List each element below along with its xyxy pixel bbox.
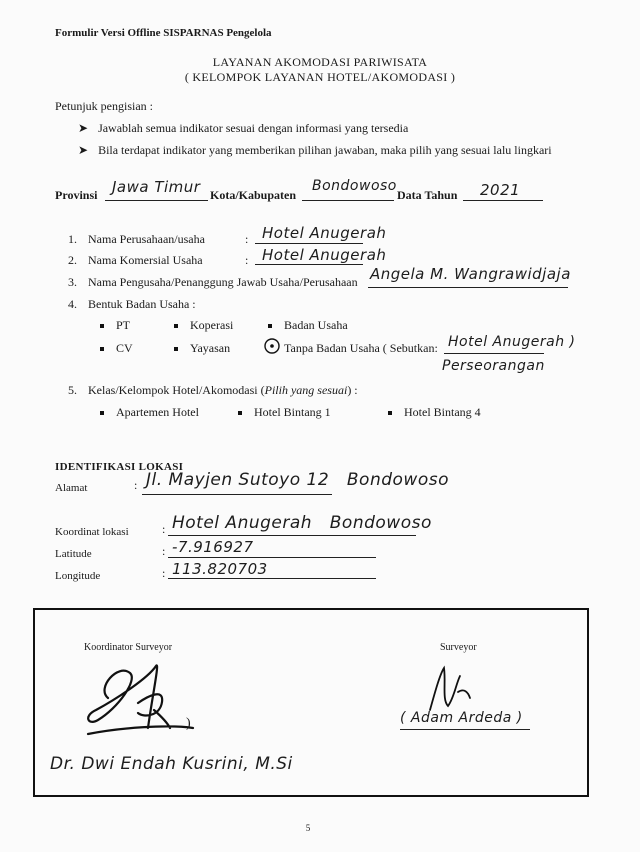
alamat-value[interactable]: Jl. Mayjen Sutoyo 12 Bondowoso <box>146 470 449 490</box>
q2-line <box>255 264 363 265</box>
option-tanpa-badan-usaha[interactable]: Tanpa Badan Usaha ( Sebutkan: <box>284 341 438 355</box>
q2-number: 2. <box>68 253 77 267</box>
koordinat-line <box>168 535 416 536</box>
alamat-colon: : <box>134 478 138 492</box>
koordinat-label: Koordinat lokasi <box>55 526 129 538</box>
kota-label: Kota/Kabupaten <box>210 188 297 202</box>
square-bullet-icon <box>268 324 272 328</box>
koordinat-value[interactable]: Hotel Anugerah Bondowoso <box>172 513 432 533</box>
koordinat-colon: : <box>162 522 166 536</box>
q3-value[interactable]: Angela M. Wangrawidjaja <box>370 265 571 283</box>
arrow-bullet-icon: ➤ <box>78 143 89 157</box>
selected-circle-icon <box>263 337 281 355</box>
option-koperasi[interactable]: Koperasi <box>174 318 233 333</box>
q4-label: Bentuk Badan Usaha : <box>88 297 196 311</box>
alamat-line <box>142 494 332 495</box>
instruction-item <box>78 121 408 136</box>
option-pt[interactable]: PT <box>100 318 130 333</box>
sebutkan-line <box>444 353 544 354</box>
surveyor-signature <box>420 662 500 717</box>
q2-colon: : <box>245 253 249 267</box>
surveyor-name: ( Adam Ardeda ) <box>400 710 523 726</box>
square-bullet-icon <box>100 347 104 351</box>
coordinator-sig-paren: ) <box>186 716 191 731</box>
square-bullet-icon <box>100 411 104 415</box>
q3-number: 3. <box>68 275 77 289</box>
provinsi-value[interactable]: Jawa Timur <box>112 178 201 196</box>
q1-label: Nama Perusahaan/usaha <box>88 232 205 246</box>
latitude-value[interactable]: -7.916927 <box>172 538 254 556</box>
main-title-line2: ( KELOMPOK LAYANAN HOTEL/AKOMODASI ) <box>184 70 456 84</box>
option-hotel-bintang-1[interactable]: Hotel Bintang 1 <box>238 405 331 420</box>
alamat-label: Alamat <box>55 482 88 494</box>
tahun-value[interactable]: 2021 <box>480 181 521 199</box>
square-bullet-icon <box>100 324 104 328</box>
latitude-line <box>168 557 376 558</box>
tahun-line <box>463 200 543 201</box>
q1-line <box>255 243 363 244</box>
option-hotel-bintang-4[interactable]: Hotel Bintang 4 <box>388 405 481 420</box>
square-bullet-icon <box>388 411 392 415</box>
q2-value[interactable]: Hotel Anugerah <box>262 246 387 264</box>
q2-label: Nama Komersial Usaha <box>88 253 203 267</box>
instruction-item <box>78 143 552 158</box>
q3-label: Nama Pengusaha/Penanggung Jawab Usaha/Perusahaan <box>88 275 358 289</box>
q1-number: 1. <box>68 232 77 246</box>
arrow-bullet-icon: ➤ <box>78 121 89 135</box>
main-title-line1: LAYANAN AKOMODASI PARIWISATA <box>212 55 428 69</box>
form-title: Formulir Versi Offline SISPARNAS Pengelola <box>55 27 272 39</box>
latitude-colon: : <box>162 544 166 558</box>
provinsi-label: Provinsi <box>55 188 98 202</box>
q1-colon: : <box>245 232 249 246</box>
option-apartemen-hotel[interactable]: Apartemen Hotel <box>100 405 199 420</box>
provinsi-line <box>105 200 208 201</box>
option-badan-usaha[interactable]: Badan Usaha <box>268 318 348 333</box>
option-yayasan[interactable]: Yayasan <box>174 341 230 356</box>
instructions-heading: Petunjuk pengisian : <box>55 99 153 113</box>
longitude-label: Longitude <box>55 570 101 582</box>
square-bullet-icon <box>238 411 242 415</box>
tahun-label: Data Tahun <box>397 188 458 202</box>
q1-value[interactable]: Hotel Anugerah <box>262 224 387 242</box>
kota-value[interactable]: Bondowoso <box>312 178 397 194</box>
q5-label: Kelas/Kelompok Hotel/Akomodasi (Pilih yang sesuai) : <box>88 383 358 397</box>
coordinator-label: Koordinator Surveyor <box>84 642 173 653</box>
latitude-label: Latitude <box>55 548 92 560</box>
sebutkan-value-2[interactable]: Perseorangan <box>442 358 545 374</box>
square-bullet-icon <box>174 347 178 351</box>
coordinator-name: Dr. Dwi Endah Kusrini, M.Si <box>50 754 293 774</box>
longitude-value[interactable]: 113.820703 <box>172 560 268 578</box>
surveyor-name-line <box>400 729 530 730</box>
instruction-text: Jawablah semua indikator sesuai dengan informasi yang tersedia <box>98 121 409 135</box>
kota-line <box>302 200 394 201</box>
page-number: 5 <box>305 823 311 833</box>
q4-number: 4. <box>68 297 77 311</box>
longitude-colon: : <box>162 566 166 580</box>
identification-heading: IDENTIFIKASI LOKASI <box>55 461 184 473</box>
option-cv[interactable]: CV <box>100 341 133 356</box>
surveyor-label: Surveyor <box>440 642 477 653</box>
q5-number: 5. <box>68 383 77 397</box>
longitude-line <box>168 578 376 579</box>
sebutkan-value[interactable]: Hotel Anugerah ) <box>448 334 576 350</box>
q3-line <box>368 287 568 288</box>
instruction-text: Bila terdapat indikator yang memberikan pilihan jawaban, maka pilih yang sesuai lalu lingkari <box>98 143 552 157</box>
square-bullet-icon <box>174 324 178 328</box>
